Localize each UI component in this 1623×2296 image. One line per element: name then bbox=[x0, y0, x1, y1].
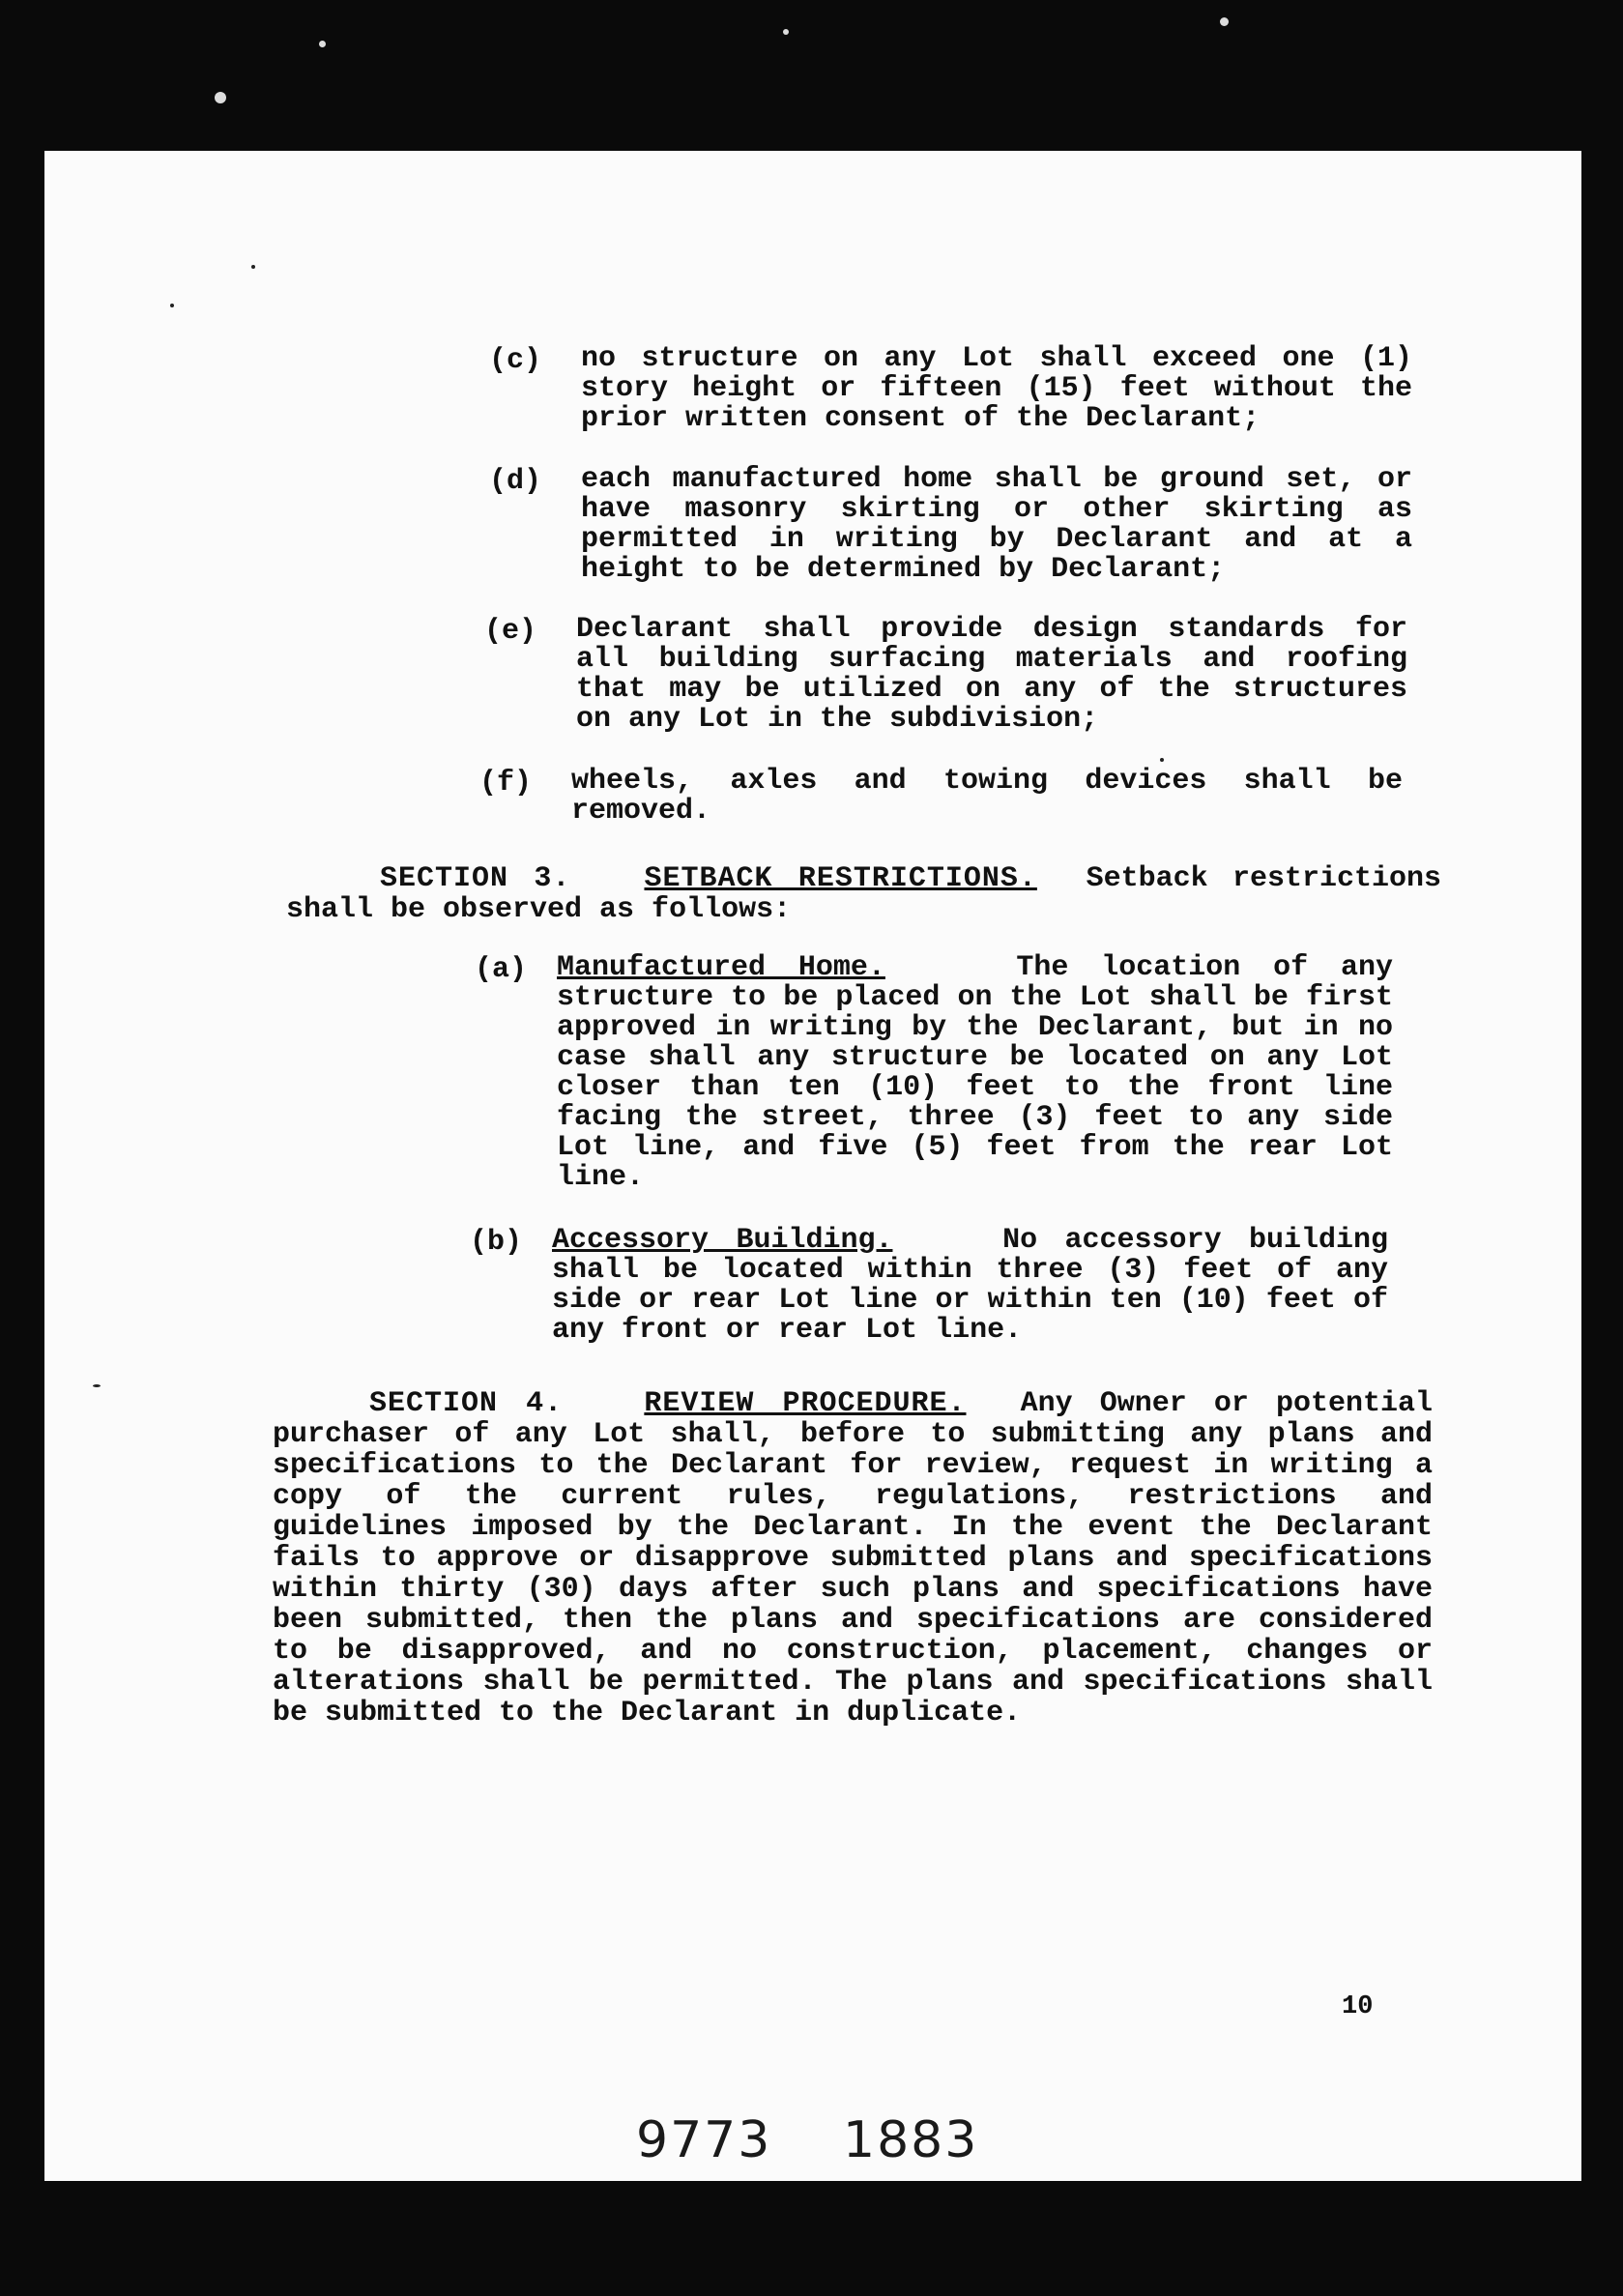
section-3-intro bbox=[286, 863, 1441, 925]
item-label: (c) bbox=[489, 344, 542, 377]
section-4-label: SECTION 4. bbox=[369, 1387, 564, 1420]
section-4 bbox=[273, 1388, 1433, 1729]
item-label: (f) bbox=[479, 767, 533, 799]
scan-speck bbox=[251, 265, 255, 269]
section-3-intro-text: Setback restrictions shall be observed as follows: bbox=[286, 862, 1442, 926]
manufactured-home-title: Manufactured Home. bbox=[557, 951, 885, 984]
section-3-title: SETBACK RESTRICTIONS. bbox=[644, 862, 1037, 895]
accessory-building-text: No accessory building shall be located within three (3) feet of any side or rear Lot line or within ten (10) feet of any front or rear Lot line. bbox=[552, 1224, 1389, 1347]
item-text: no structure on any Lot shall exceed one (1) story height or fifteen (15) feet without the prior written consent of the Declarant; bbox=[581, 342, 1412, 435]
accessory-building-title: Accessory Building. bbox=[552, 1224, 893, 1257]
section-4-text: Any Owner or potential purchaser of any Lot shall, before to submitting any plans and specifications to the Declarant for review, request in writing a copy of the current rules, regulations, restrictions and guidelines imposed by the Declarant. In the event the Declarant fails to approve or disapprove submitted plans and specifications within thirty (30) days after such plans and specifications have been submitted, then the plans and specifications are considered to be disapproved, and no construction, placement, changes or alterations shall be permitted. The plans and specifications shall be submitted to the Declarant in duplicate. bbox=[273, 1387, 1433, 1729]
section-3-label: SECTION 3. bbox=[380, 862, 571, 895]
scan-speck bbox=[1160, 758, 1164, 762]
item-text bbox=[552, 1226, 1388, 1346]
manufactured-home-text: The location of any structure to be placed on the Lot shall be first approved in writing by the Declarant, but in no case shall any structure be located on any Lot closer than ten (10) feet to the front line facing the street, three (3) feet to any side Lot line, and five (5) feet from the rear Lot line. bbox=[557, 951, 1394, 1194]
item-label: (d) bbox=[489, 465, 542, 498]
item-label: (e) bbox=[484, 615, 537, 648]
document-page bbox=[44, 151, 1581, 2181]
item-label: (a) bbox=[475, 953, 528, 986]
scan-speck bbox=[93, 1384, 101, 1387]
item-label: (b) bbox=[470, 1226, 523, 1259]
section-4-title: REVIEW PROCEDURE. bbox=[644, 1387, 967, 1420]
item-text: Declarant shall provide design standards for all building surfacing materials and roofing that may be utilized on any of the structures on any Lot in the subdivision; bbox=[576, 613, 1407, 736]
scan-speck bbox=[783, 29, 789, 35]
item-text: each manufactured home shall be ground set, or have masonry skirting or other skirting as permitted in writing by Declarant and at a height to be determined by Declarant; bbox=[581, 463, 1412, 586]
recording-page-number: 1883 bbox=[843, 2111, 979, 2169]
item-text: wheels, axles and towing devices shall be removed. bbox=[571, 765, 1403, 828]
item-text bbox=[557, 953, 1393, 1193]
scan-speck bbox=[319, 41, 326, 47]
scan-speck bbox=[170, 304, 174, 307]
scan-speck bbox=[1220, 17, 1229, 26]
scan-speck bbox=[215, 92, 226, 103]
recording-book-number: 9773 bbox=[636, 2111, 772, 2169]
page-number: 10 bbox=[1342, 1992, 1374, 2021]
